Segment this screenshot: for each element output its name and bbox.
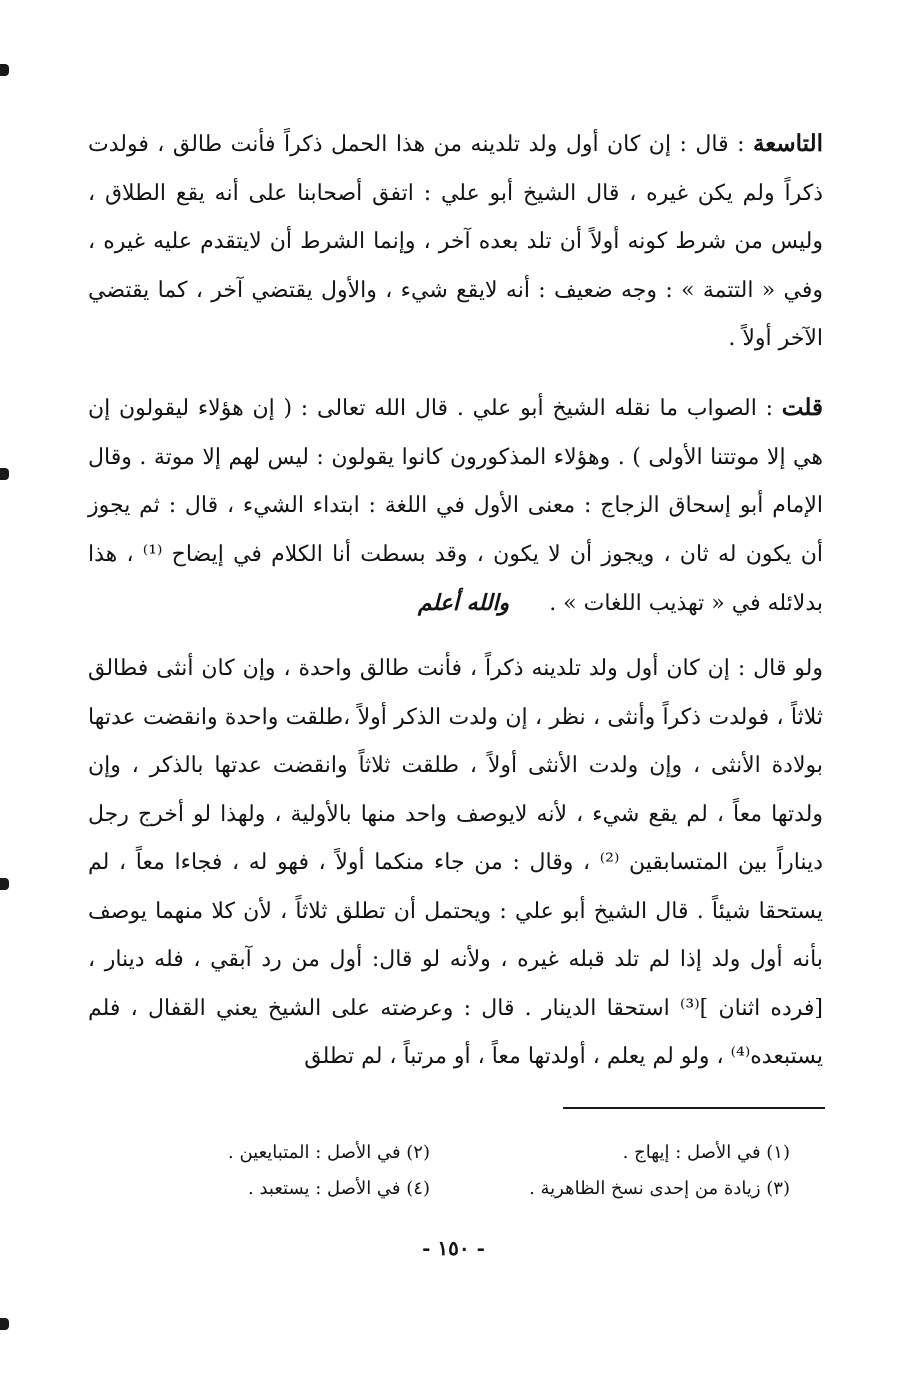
scan-edge-mark [0,468,9,480]
scan-edge-mark [0,64,9,76]
paragraph-text: : الصواب ما نقله الشيخ أبو علي . قال الله تعالى : ( إن هؤلاء ليقولون إن هي إلا موتتنا الأولى ) . وهؤلاء المذكورون كانوا يقولون : ليس لهم إلا موتة . وقال الإمام أبو إسحاق الزجاج : معنى الأول في اللغة : ابتداء الشيء ، قال : ثم يجوز أن يكون له ثان ، ويجوز أن لا يكون ، وقد بسطت أنا الكلام في إيضاح ⁽¹⁾ ، هذا بدلائله في « تهذيب اللغات » . [88,396,823,616]
footnote-2: (٢) في الأصل : المتبايعين . [228,1142,430,1163]
paragraph-commentary [88,384,823,629]
paragraph-text: : قال : إن كان أول ولد تلدينه من هذا الحمل ذكراً فأنت طالق ، فولدت ذكراً ولم يكن غيره ، قال الشيخ أبو علي : اتفق أصحابنا على أنه يقع الطلاق ، وليس من شرط كونه أولاً أن تلد بعده آخر ، وإنما الشرط أن لايتقدم عليه غيره ، وفي « التتمة » : وجه ضعيف : أنه لايقع شيء ، والأول يقتضي آخر ، كما يقتضي الآخر أولاً . [88,132,823,351]
footnote-1: (١) في الأصل : إيهاج . [622,1142,790,1163]
footnote-4: (٤) في الأصل : يستعبد . [248,1178,430,1199]
page-number: - ١٥٠ - [422,1236,485,1260]
signoff: والله أعلم [417,590,510,616]
paragraph-ninth-issue [88,120,823,364]
scan-edge-mark [0,1318,9,1330]
paragraph-text: ولو قال : إن كان أول ولد تلدينه ذكراً ، فأنت طالق واحدة ، وإن كان أنثى فطالق ثلاثاً ، فولدت ذكراً وأنثى ، نظر ، إن ولدت الذكر أولاً ،طلقت واحدة وانقضت عدتها بولادة الأنثى ، وإن ولدت الأنثى أولاً ، طلقت ثلاثاً وانقضت عدتها بالذكر ، وإن ولدتها معاً ، لم يقع شيء ، لأنه لايوصف واحد منها بالأولية ، ولهذا لو أخرج رجل ديناراً بين المتسابقين ⁽²⁾ ، وقال : من جاء منكما أولاً ، فهو له ، فجاءا معاً ، لم يستحقا شيئاً . قال الشيخ أبو علي : ويحتمل أن تطلق ثلاثاً ، لأن كلا منهما يوصف بأنه أول ولد إذا لم تلد قبله غيره ، ولأنه لو قال: أول من رد آبقي ، فله دينار ، [فرده اثنان ]⁽³⁾ استحقا الدينار . قال : وعرضته على الشيخ يعني القفال ، فلم يستبعده⁽⁴⁾ ، ولو لم يعلم ، أولدتها معاً ، أو مرتباً ، لم تطلق [88,656,823,1069]
scan-edge-mark [0,878,9,890]
paragraph-lead: قلت [781,394,823,421]
footnotes [110,1135,790,1207]
paragraph-ruling [88,645,823,1082]
footnote-3: (٣) زيادة من إحدى نسخ الظاهرية . [529,1178,790,1199]
footnote-separator [563,1107,825,1109]
paragraph-lead: التاسعة [752,130,823,157]
